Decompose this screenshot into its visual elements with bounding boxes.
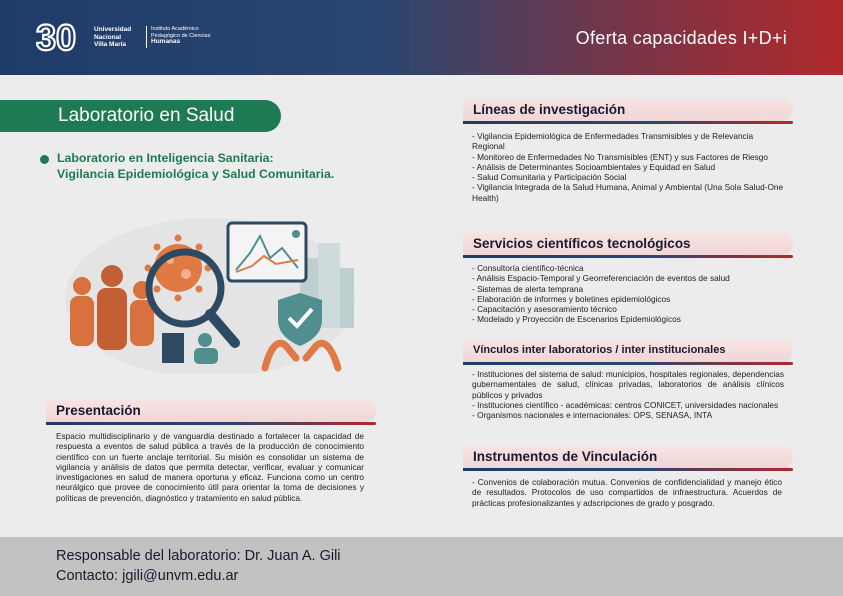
section-instrumentos-heading: Instrumentos de Vinculación <box>463 446 793 468</box>
chart-monitor-icon <box>228 223 306 281</box>
presentacion-text: Espacio multidisciplinario y de vanguardia destinado a fortalecer la capacidad de respuesta a eventos de salud pública a través de la producción de conocimiento científico con un fuerte anclaje territorial. Su misión es consolidar un sistema de vigilancia y análisis de datos que permita detectar, verificar, evaluar y comunicar investigaciones en salud de manera oportuna y eficaz. Funciona como un centro neurálgico que provee de conocimiento útil para orientar la toma de decisiones y políticas de prevención, diagnóstico y tratamiento en salud pública. <box>56 431 364 503</box>
list-item: - Capacitación y asesoramiento técnico <box>472 304 617 315</box>
list-item: - Salud Comunitaria y Participación Social <box>472 172 627 183</box>
section-lineas-heading: Líneas de investigación <box>463 99 793 121</box>
instrumentos-text: - Convenios de colaboración mutua. Convenios de confidencialidad y manejo ético de resultados. Protocolos de uso compartidos de infraestructura. Acuerdos de prácticas profesionalizantes y adscripciones de grado y posgrado. <box>472 477 782 508</box>
list-item: - Monitoreo de Enfermedades No Transmisibles (ENT) y sus Factores de Riesgo <box>472 151 769 162</box>
svg-text:30: 30 <box>36 17 77 58</box>
list-item: - Instituciones del sistema de salud: municipios, hospitales regionales, dependencias gubernamentales de salud, clínicas privadas, laboratorios de análisis clínicos públicos y privados <box>472 369 784 400</box>
unvm-30-logo-icon <box>36 16 94 58</box>
servicios-list <box>472 263 784 325</box>
institute-name: Instituto Académico Pedagógico de Ciencias Humanas <box>151 26 211 45</box>
lab-name-line2: Vigilancia Epidemiológica y Salud Comunitaria. <box>57 167 335 181</box>
lab-category-tag: Laboratorio en Salud <box>0 100 281 132</box>
contact-email[interactable]: Contacto: jgili@unvm.edu.ar <box>56 568 239 584</box>
list-item: - Organismos nacionales e internacionales: OPS, SENASA, INTA <box>472 410 713 421</box>
page-title: Oferta capacidades I+D+i <box>575 28 787 48</box>
section-servicios-heading: Servicios científicos tecnológicos <box>463 233 793 255</box>
section-vinculos-heading: Vínculos inter laboratorios / inter institucionales <box>463 340 793 362</box>
university-name: Universidad Nacional Villa María <box>94 26 132 48</box>
bullet-dot-icon <box>40 155 49 164</box>
list-item: - Análisis Espacio-Temporal y Georreferenciación de eventos de salud <box>472 273 730 284</box>
footer-contact <box>0 537 843 596</box>
list-item: - Elaboración de informes y boletines epidemiológicos <box>472 293 671 304</box>
section-presentacion-heading: Presentación <box>46 400 376 422</box>
list-item: - Vigilancia Integrada de la Salud Humana, Animal y Ambiental (Una Sola Salud-One Health) <box>472 182 784 203</box>
health-illustration <box>60 198 360 373</box>
header-banner <box>0 0 843 75</box>
list-item: - Modelado y Proyección de Escenarios Epidemiológicos <box>472 314 681 325</box>
list-item: - Análisis de Determinantes Socioambientales y Equidad en Salud <box>472 161 716 172</box>
responsable-text: Responsable del laboratorio: Dr. Juan A. Gili <box>56 548 341 564</box>
list-item: - Sistemas de alerta temprana <box>472 283 584 294</box>
list-item: - Vigilancia Epidemiológica de Enfermedades Transmisibles y de Relevancia Regional <box>472 131 754 152</box>
vinculos-list <box>472 369 784 420</box>
lineas-list <box>472 131 784 203</box>
logo-divider <box>146 26 147 48</box>
list-item: - Instituciones científico - académicas: centros CONICET, universidades nacionales <box>472 399 779 410</box>
list-item: - Consultoría científico-técnica <box>472 263 584 273</box>
lab-name-line1: Laboratorio en Inteligencia Sanitaria: <box>57 151 274 165</box>
